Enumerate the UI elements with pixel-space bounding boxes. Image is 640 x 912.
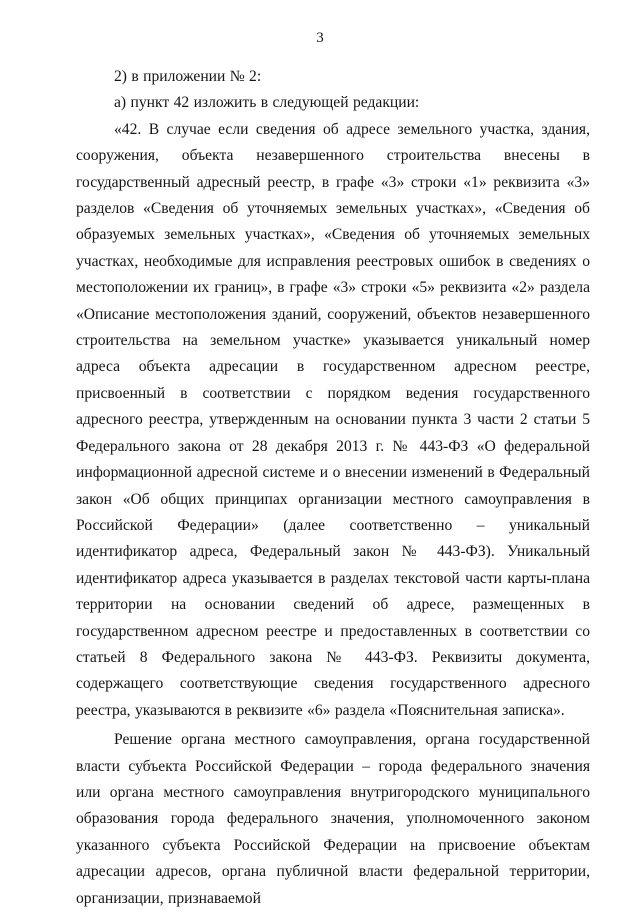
paragraph-item-42-intro: а) пункт 42 изложить в следующей редакции: <box>114 94 420 112</box>
page-number: 3 <box>316 30 324 46</box>
paragraph-appendix-2: 2) в приложении № 2: <box>114 68 262 85</box>
paragraph-decision: Решение органа местного самоуправления, органа государственной власти субъекта Российской Федерации – города федерального значения или органа местного самоуправления внутригородского муниципального образования города федерального значения, уполномоченного законом указанного субъекта Российской Федерации на присвоение объектам адресации адресов, органа публичной власти федеральной территории, организации, признаваемой <box>76 731 590 907</box>
document-body <box>76 64 590 912</box>
paragraph-item-42-text: «42. В случае если сведения об адресе земельного участка, здания, сооружения, объекта незавершенного строительства внесены в государственный адресный реестр, в графе «3» строки «1» реквизита «3» разделов «Сведения об уточняемых земельных участках», «Сведения об образуемых земельных участках», «Сведения об уточняемых земельных участках, необходимые для исправления реестровых ошибок в сведениях о местоположении их границ», в графе «3» строки «5» реквизита «2» раздела «Описание местоположения зданий, сооружений, объектов незавершенного строительства на земельном участке» указывается уникальный номер адреса объекта адресации в государственном адресном реестре, присвоенный в соответствии с порядком ведения государственного адресного реестра, утвержденным на основании пункта 3 части 2 статьи 5 Федерального закона от 28 декабря 2013 г. № 443-ФЗ «О федеральной информационной адресной системе и о внесении изменений в Федеральный закон «Об общих принципах организации местного самоуправления в Российской Федерации» (далее соответственно – уникальный идентификатор адреса, Федеральный закон № 443-ФЗ). Уникальный идентификатор адреса указывается в разделах текстовой части карты-плана территории на основании сведений об адресе, размещенных в государственном адресном реестре и предоставленных в соответствии со статьей 8 Федерального закона № 443-ФЗ. Реквизиты документа, содержащего соответствующие сведения государственного адресного реестра, указываются в реквизите «6» раздела «Пояснительная записка». <box>76 120 590 719</box>
